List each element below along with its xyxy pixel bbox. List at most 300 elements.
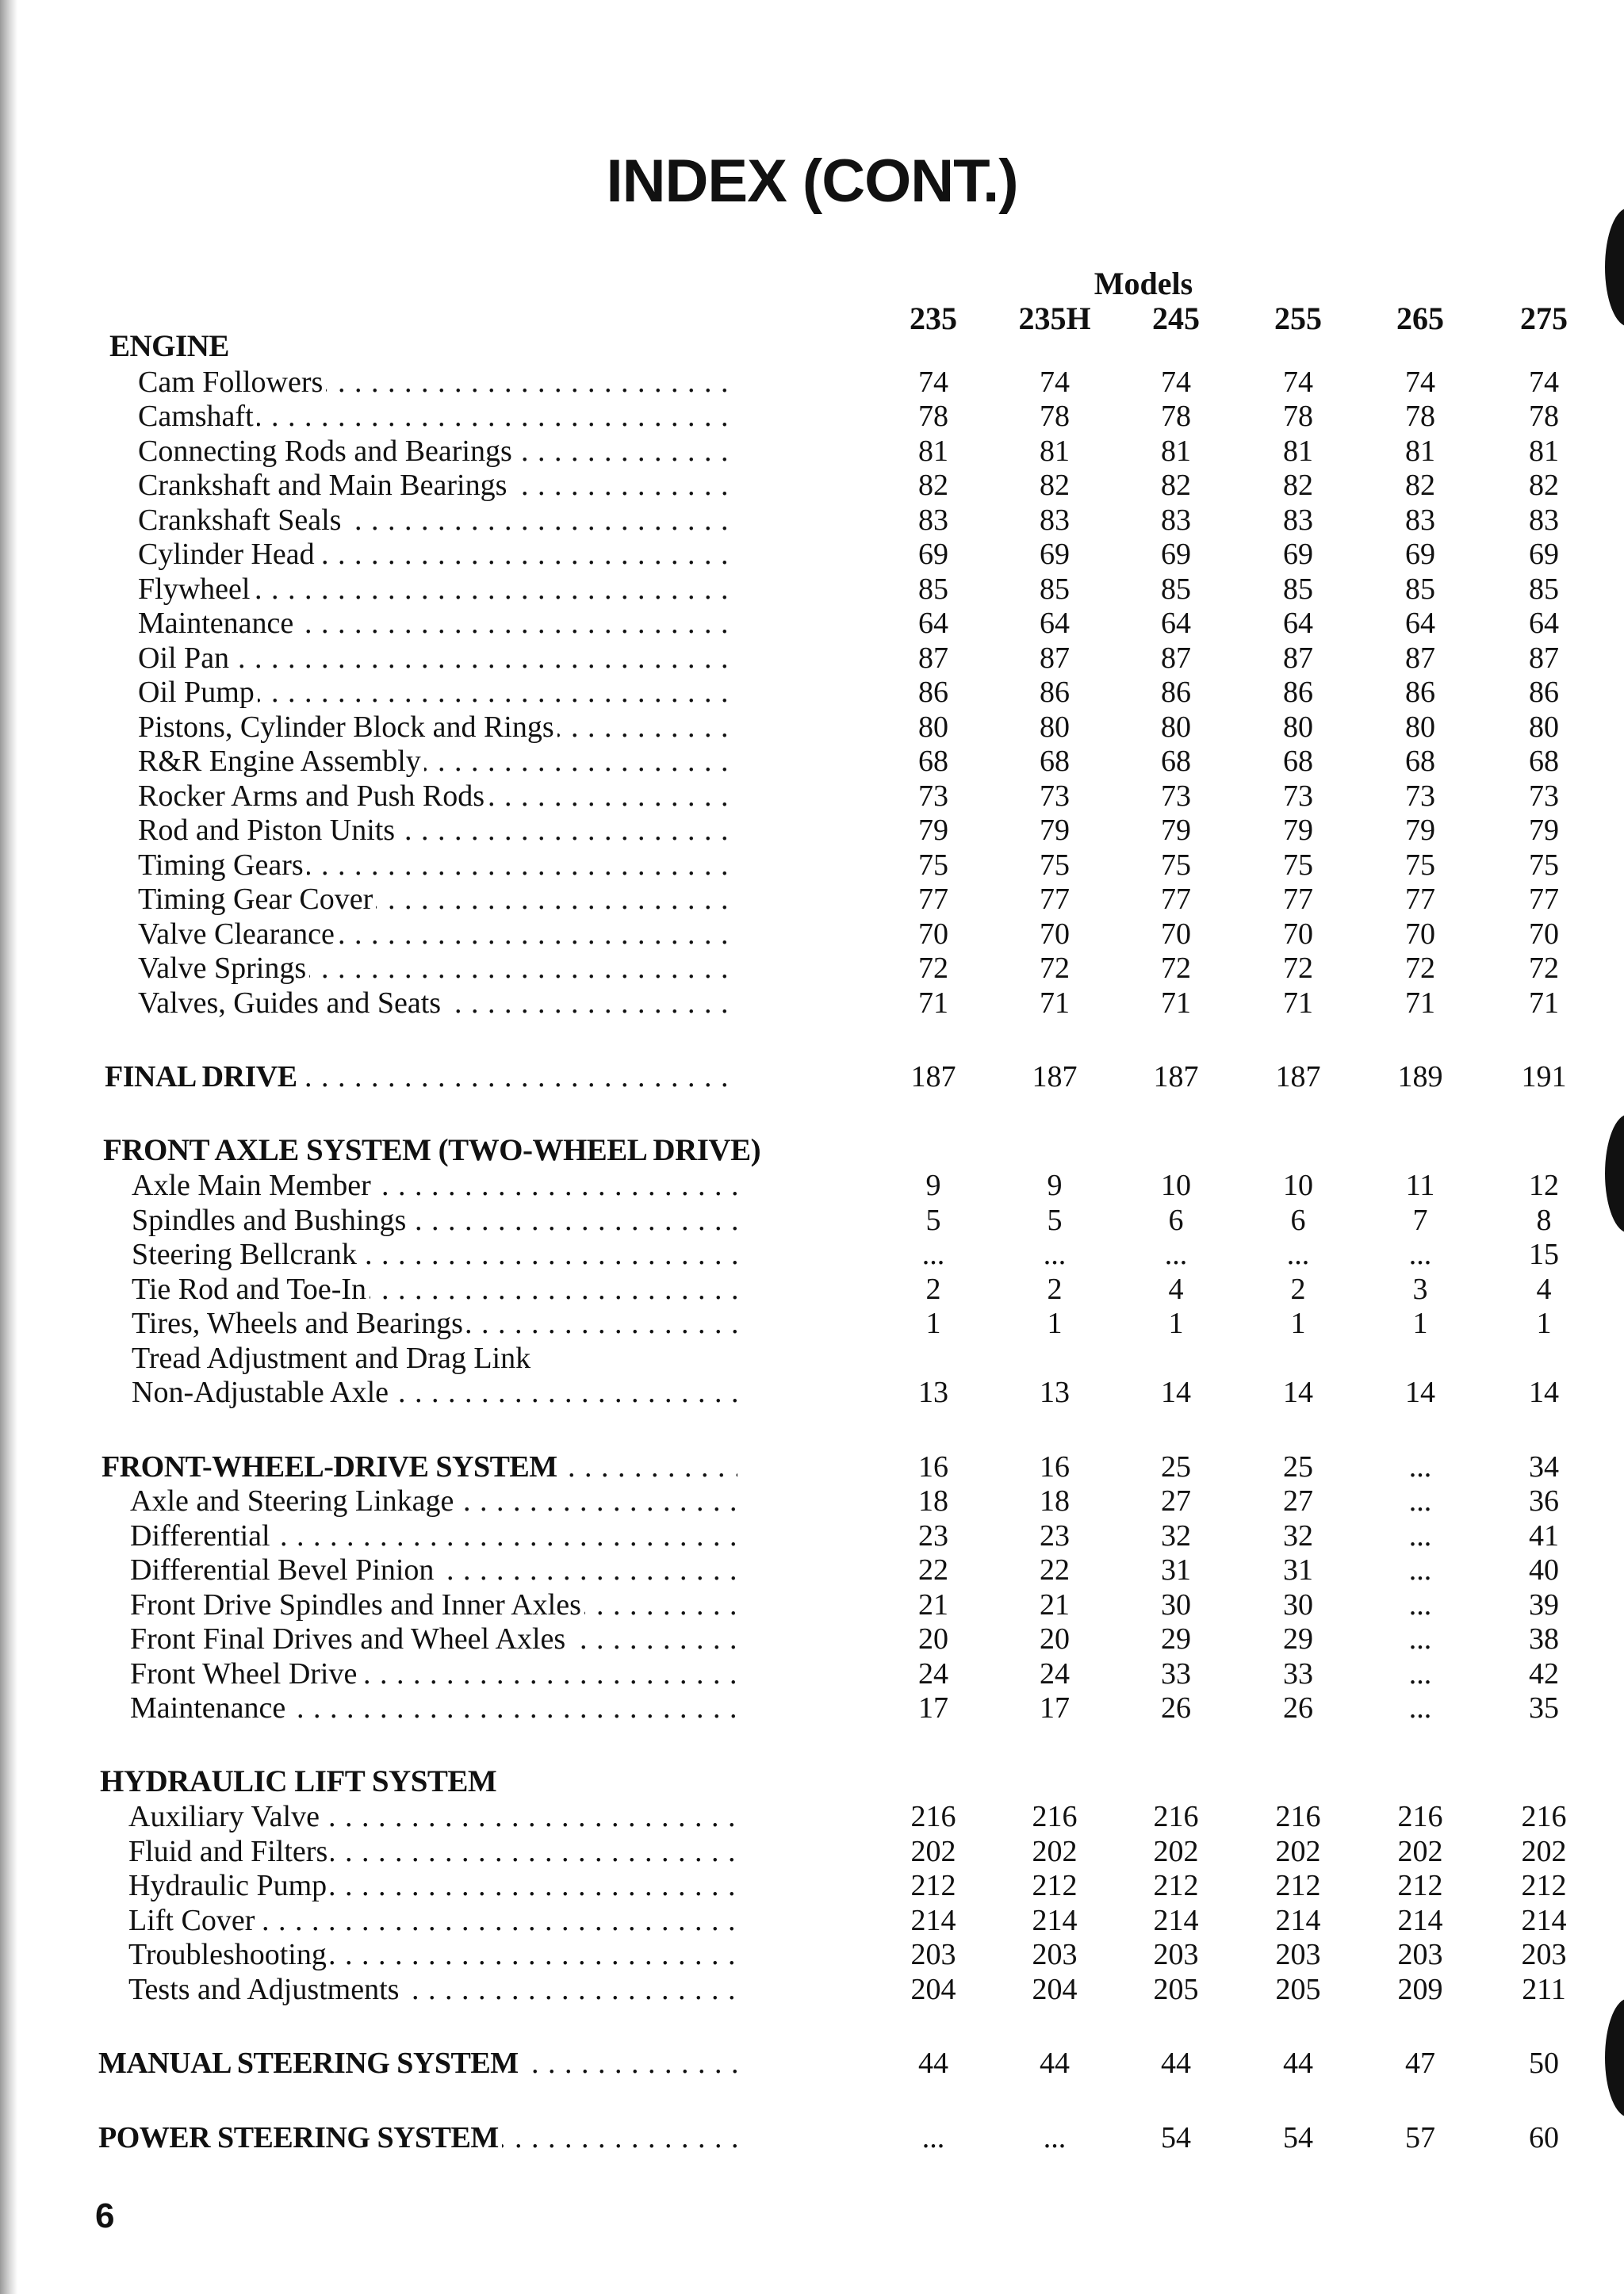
page-ref-value: 69 [1405, 538, 1435, 571]
page-ref-value: 24 [1040, 1656, 1070, 1691]
page-ref-value: 77 [918, 883, 948, 916]
page-ref-value: 74 [1040, 365, 1070, 399]
index-entry-row [0, 1168, 1624, 1203]
binder-tab-mark [1605, 208, 1624, 327]
entry-label [130, 1484, 737, 1518]
page-ref-value: 72 [918, 952, 948, 985]
page-ref-value: 85 [1405, 572, 1435, 606]
entry-label-text: Steering Bellcrank [132, 1238, 360, 1271]
page-ref-value: 73 [1161, 779, 1191, 813]
index-entry-row [0, 606, 1624, 641]
page-ref-value: 70 [1283, 917, 1313, 951]
index-entry-row [0, 1306, 1624, 1341]
page-ref-value: 204 [1032, 1972, 1078, 2006]
page-ref-value: 205 [1153, 1972, 1199, 2006]
entry-label [132, 1341, 737, 1376]
entry-label [138, 606, 737, 641]
entry-label-text: Front Drive Spindles and Inner Axles [130, 1588, 584, 1622]
page-ref-value: 81 [1040, 434, 1070, 468]
page-ref-value: 24 [918, 1656, 948, 1691]
entry-label-text: Timing Gears [138, 848, 307, 882]
page-ref-value: 75 [1161, 848, 1191, 882]
page-ref-value: 1 [1290, 1307, 1306, 1340]
index-entry-row [0, 537, 1624, 572]
entry-label-text: Auxiliary Valve [128, 1800, 323, 1833]
entry-label [138, 572, 737, 607]
page-ref-value: 1 [1536, 1307, 1552, 1340]
index-entry-row [0, 365, 1624, 400]
page-ref-value: 77 [1283, 883, 1313, 916]
page-ref-value: ... [1408, 1484, 1432, 1518]
page-ref-value: 69 [918, 538, 948, 571]
page-ref-value: 83 [1405, 503, 1435, 537]
page-ref-value: 68 [1283, 745, 1313, 778]
entry-label [138, 399, 737, 434]
page-ref-value: 34 [1529, 1450, 1559, 1484]
page-ref-value: 191 [1521, 1060, 1567, 1093]
page-ref-value: 203 [1153, 1938, 1199, 1971]
page-ref-value: 14 [1283, 1376, 1313, 1409]
page-ref-value: 2 [1290, 1272, 1306, 1306]
page-ref-value: 87 [1040, 641, 1070, 675]
page-ref-value: 87 [1283, 641, 1313, 675]
page-ref-value: 27 [1283, 1484, 1313, 1518]
page-ref-value: 69 [1040, 538, 1070, 571]
page-ref-value: 64 [918, 607, 948, 640]
page-ref-value: 6 [1168, 1203, 1184, 1237]
page-ref-value: 86 [1529, 676, 1559, 709]
page-ref-value: 211 [1522, 1972, 1566, 2006]
page-ref-value: 86 [1040, 676, 1070, 709]
entry-label-text: Lift Cover [128, 1904, 258, 1937]
page-ref-value: 83 [1161, 503, 1191, 537]
page-ref-value: ... [1408, 1518, 1432, 1553]
section-title [102, 1450, 737, 1484]
page-ref-value: ... [921, 1238, 945, 1271]
page-ref-value: 80 [1529, 710, 1559, 744]
page-ref-value: 86 [1405, 676, 1435, 709]
page-ref-value: 32 [1161, 1518, 1191, 1553]
page-ref-value: 212 [1275, 1869, 1321, 1902]
page-number: 6 [95, 2196, 115, 2235]
entry-label [138, 848, 737, 883]
page-ref-value: ... [1286, 1238, 1310, 1271]
page-ref-value: 16 [918, 1450, 948, 1484]
entry-label-text: Tread Adjustment and Drag Link [132, 1342, 534, 1375]
page-ref-value: 23 [918, 1518, 948, 1553]
index-entry-row [0, 986, 1624, 1021]
page-ref-value: 80 [918, 710, 948, 744]
page-ref-value: 2 [1047, 1272, 1063, 1306]
page-ref-value: 80 [1405, 710, 1435, 744]
page-ref-value: 202 [1521, 1834, 1567, 1868]
entry-label-text: Troubleshooting [128, 1938, 330, 1971]
page-ref-value: 1 [1168, 1307, 1184, 1340]
page-ref-value: 86 [1161, 676, 1191, 709]
page-ref-value: 81 [1529, 434, 1559, 468]
page-ref-value: 74 [1161, 365, 1191, 399]
entry-label [132, 1306, 737, 1341]
entry-label-text: Spindles and Bushings [132, 1204, 409, 1237]
page-ref-value: 57 [1405, 2120, 1435, 2154]
page-ref-value: 87 [1161, 641, 1191, 675]
page-ref-value: 68 [1040, 745, 1070, 778]
page-ref-value: 17 [918, 1691, 948, 1725]
page-ref-value: 80 [1040, 710, 1070, 744]
index-entry-row [0, 882, 1624, 917]
section-title [98, 2120, 737, 2155]
page-ref-value: 72 [1161, 952, 1191, 985]
entry-label-text: Pistons, Cylinder Block and Rings [138, 710, 557, 744]
page-ref-value: 212 [1521, 1869, 1567, 1902]
entry-label [138, 503, 737, 538]
page-ref-value: 82 [1405, 469, 1435, 502]
page-ref-value: 1 [925, 1307, 941, 1340]
page-ref-value: 23 [1040, 1518, 1070, 1553]
page-ref-value: 13 [1040, 1376, 1070, 1409]
entry-label-text: Differential Bevel Pinion [130, 1553, 437, 1587]
page-ref-value: 78 [1283, 400, 1313, 433]
page-ref-value: 39 [1529, 1587, 1559, 1622]
entry-label-text: Rocker Arms and Push Rods [138, 779, 488, 813]
page-ref-value: 214 [1275, 1903, 1321, 1937]
entry-label-text: Crankshaft Seals [138, 504, 344, 537]
page-ref-value: 80 [1283, 710, 1313, 744]
entry-label-text: Tests and Adjustments [128, 1973, 402, 2006]
index-entry-row [0, 1656, 1624, 1691]
entry-label [138, 675, 737, 710]
index-entry-row [0, 813, 1624, 848]
entry-label-text: Oil Pan [138, 641, 232, 675]
page-ref-value: 81 [1283, 434, 1313, 468]
page-ref-value: 25 [1161, 1450, 1191, 1484]
page-ref-value: 44 [918, 2047, 948, 2080]
entry-label [138, 710, 737, 745]
page-ref-value: 72 [1283, 952, 1313, 985]
page-ref-value: 14 [1161, 1376, 1191, 1409]
page-ref-value: 68 [1405, 745, 1435, 778]
section-row [0, 1059, 1624, 1094]
page-ref-value: 13 [918, 1376, 948, 1409]
page-title: INDEX (CONT.) [606, 147, 1018, 215]
page-ref-value: 21 [918, 1587, 948, 1622]
page-ref-value: 30 [1161, 1587, 1191, 1622]
page-ref-value: 81 [1405, 434, 1435, 468]
index-entry-row [0, 710, 1624, 745]
page-ref-value: 11 [1405, 1169, 1435, 1202]
page-ref-value: 70 [1529, 917, 1559, 951]
entry-label-text: Oil Pump [138, 676, 258, 709]
page-ref-value: 7 [1412, 1203, 1428, 1237]
entry-label [132, 1168, 737, 1203]
page-ref-value: 216 [1032, 1800, 1078, 1833]
models-heading: Models [1094, 266, 1193, 301]
page-ref-value: 75 [1405, 848, 1435, 882]
page-ref-value: 79 [1283, 814, 1313, 847]
page-ref-value: 216 [1397, 1800, 1443, 1833]
page-ref-value: 74 [1405, 365, 1435, 399]
page-ref-value: 203 [1521, 1938, 1567, 1971]
entry-label [132, 1272, 737, 1307]
page-ref-value: 82 [1529, 469, 1559, 502]
page-ref-value: 214 [1521, 1903, 1567, 1937]
page-ref-value: 212 [1153, 1869, 1199, 1902]
entry-label [138, 813, 737, 848]
page-ref-value: 41 [1529, 1518, 1559, 1553]
entry-label [130, 1587, 737, 1622]
page-ref-value: 12 [1529, 1169, 1559, 1202]
entry-label [138, 986, 737, 1021]
page-ref-value: 80 [1161, 710, 1191, 744]
page-ref-value: 87 [1529, 641, 1559, 675]
section-title-text: POWER STEERING SYSTEM [98, 2121, 502, 2154]
index-entry-row [0, 744, 1624, 779]
page-ref-value: 82 [918, 469, 948, 502]
page-ref-value: 50 [1529, 2047, 1559, 2080]
page-ref-value: 73 [1040, 779, 1070, 813]
page-ref-value: 77 [1529, 883, 1559, 916]
entry-label-text: Valve Springs [138, 952, 309, 985]
entry-label-text: Timing Gear Cover [138, 883, 376, 916]
entry-label [138, 641, 737, 676]
section-row [0, 2120, 1624, 2155]
page-ref-value: 44 [1161, 2047, 1191, 2080]
page-ref-value: 47 [1405, 2047, 1435, 2080]
entry-label [128, 1799, 737, 1834]
section-title-text: MANUAL STEERING SYSTEM [98, 2047, 522, 2080]
page-ref-value: 203 [1032, 1938, 1078, 1971]
page-ref-value: 68 [1161, 745, 1191, 778]
index-entry-row [0, 1272, 1624, 1307]
page-ref-value: 20 [1040, 1622, 1070, 1656]
page-ref-value: 70 [1405, 917, 1435, 951]
entry-label [132, 1375, 737, 1410]
entry-label [128, 1903, 737, 1938]
page-ref-value: 87 [918, 641, 948, 675]
index-entry-row [0, 1341, 1624, 1376]
entry-label [138, 917, 737, 952]
page-ref-value: 27 [1161, 1484, 1191, 1518]
entry-label [130, 1622, 737, 1656]
section-row [0, 2046, 1624, 2081]
page-ref-value: 77 [1040, 883, 1070, 916]
page-ref-value: ... [1043, 1238, 1067, 1271]
page-ref-value: 22 [1040, 1553, 1070, 1587]
page-ref-value: 204 [910, 1972, 956, 2006]
page-ref-value: 68 [1529, 745, 1559, 778]
page-ref-value: 30 [1283, 1587, 1313, 1622]
page-ref-value: 40 [1529, 1553, 1559, 1587]
index-entry-row [0, 917, 1624, 952]
page-ref-value: 75 [1529, 848, 1559, 882]
page-ref-value: 79 [1040, 814, 1070, 847]
page-ref-value: 71 [1161, 986, 1191, 1020]
index-entry-row [0, 1203, 1624, 1238]
entry-label-text: Connecting Rods and Bearings [138, 435, 515, 468]
page-ref-value: 82 [1040, 469, 1070, 502]
page-ref-value: 70 [1161, 917, 1191, 951]
page-ref-value: 83 [918, 503, 948, 537]
page-ref-value: 86 [918, 676, 948, 709]
entry-label-text: R&R Engine Assembly [138, 745, 424, 778]
page-ref-value: 81 [1161, 434, 1191, 468]
column-header-245: 245 [1152, 301, 1200, 336]
section-title [98, 2046, 737, 2081]
entry-label [128, 1834, 737, 1869]
page-ref-value: 73 [1529, 779, 1559, 813]
entry-label-text: Axle and Steering Linkage [130, 1484, 457, 1518]
entry-label [130, 1656, 737, 1691]
entry-label-text: Maintenance [130, 1691, 289, 1725]
page-ref-value: 73 [1405, 779, 1435, 813]
index-entry-row [0, 1868, 1624, 1903]
entry-label-text: Maintenance [138, 607, 297, 640]
page-ref-value: 72 [1040, 952, 1070, 985]
page-ref-value: ... [1408, 1587, 1432, 1622]
page-ref-value: 216 [1521, 1800, 1567, 1833]
index-entry-row [0, 1622, 1624, 1656]
page-ref-value: 77 [1161, 883, 1191, 916]
page-ref-value: 214 [1397, 1903, 1443, 1937]
page-ref-value: ... [1408, 1238, 1432, 1271]
page-ref-value: 6 [1290, 1203, 1306, 1237]
page-ref-value: 64 [1283, 607, 1313, 640]
page-ref-value: 75 [1283, 848, 1313, 882]
page-ref-value: 74 [1283, 365, 1313, 399]
page-ref-value: 14 [1405, 1376, 1435, 1409]
page-ref-value: 9 [1047, 1169, 1063, 1202]
entry-label-text: Camshaft [138, 400, 257, 433]
entry-label [130, 1553, 737, 1587]
entry-label-text: Cam Followers [138, 366, 326, 399]
page-ref-value: 73 [1283, 779, 1313, 813]
page-ref-value: 83 [1040, 503, 1070, 537]
page-ref-value: 16 [1040, 1450, 1070, 1484]
page-ref-value: 71 [918, 986, 948, 1020]
page-ref-value: 60 [1529, 2120, 1559, 2154]
page-ref-value: 25 [1283, 1450, 1313, 1484]
index-entry-row [0, 1484, 1624, 1518]
page-ref-value: 216 [1275, 1800, 1321, 1833]
entry-label [130, 1518, 737, 1553]
page-ref-value: 205 [1275, 1972, 1321, 2006]
page-ref-value: 78 [1161, 400, 1191, 433]
entry-label-text: Flywheel [138, 573, 253, 606]
entry-label [138, 468, 737, 503]
page-ref-value: 214 [910, 1903, 956, 1937]
entry-label [128, 1937, 737, 1972]
section-title-text: FRONT-WHEEL-DRIVE SYSTEM [102, 1450, 561, 1484]
entry-label [138, 882, 737, 917]
index-entry-row [0, 1587, 1624, 1622]
page-ref-value: 18 [918, 1484, 948, 1518]
page-ref-value: 1 [1047, 1307, 1063, 1340]
page-ref-value: 14 [1529, 1376, 1559, 1409]
page-ref-value: 33 [1283, 1656, 1313, 1691]
page-ref-value: 74 [918, 365, 948, 399]
page-ref-value: 29 [1283, 1622, 1313, 1656]
page-ref-value: ... [921, 2120, 945, 2154]
entry-label [132, 1237, 737, 1272]
page-ref-value: 31 [1283, 1553, 1313, 1587]
page-ref-value: 10 [1283, 1169, 1313, 1202]
page-ref-value: 38 [1529, 1622, 1559, 1656]
page-ref-value: 54 [1283, 2120, 1313, 2154]
entry-label-text: Tires, Wheels and Bearings [132, 1307, 466, 1340]
entry-label-text: Differential [130, 1519, 274, 1553]
entry-label-text: Valves, Guides and Seats [138, 986, 444, 1020]
page-ref-value: 44 [1283, 2047, 1313, 2080]
page-ref-value: 69 [1529, 538, 1559, 571]
entry-label [138, 537, 737, 572]
entry-label-text: Non-Adjustable Axle [132, 1376, 392, 1409]
page-ref-value: 189 [1397, 1060, 1443, 1093]
entry-label-text: Tie Rod and Toe-In [132, 1273, 370, 1306]
page-ref-value: 21 [1040, 1587, 1070, 1622]
index-entry-row [0, 779, 1624, 814]
index-entry-row [0, 503, 1624, 538]
section-title: HYDRAULIC LIFT SYSTEM [100, 1764, 497, 1798]
page-ref-value: 5 [925, 1203, 941, 1237]
page-ref-value: 54 [1161, 2120, 1191, 2154]
section-title-text: FINAL DRIVE [105, 1060, 301, 1093]
page-ref-value: 202 [1153, 1834, 1199, 1868]
page-ref-value: 18 [1040, 1484, 1070, 1518]
entry-label [138, 365, 737, 400]
page-ref-value: 32 [1283, 1518, 1313, 1553]
index-entry-row [0, 848, 1624, 883]
page-ref-value: 203 [1397, 1938, 1443, 1971]
page-ref-value: 31 [1161, 1553, 1191, 1587]
page-ref-value: 1 [1412, 1307, 1428, 1340]
page-ref-value: 83 [1529, 503, 1559, 537]
entry-label-text: Valve Clearance [138, 917, 338, 951]
page-ref-value: 42 [1529, 1656, 1559, 1691]
entry-label [128, 1868, 737, 1903]
page-ref-value: 75 [918, 848, 948, 882]
page-ref-value: 187 [910, 1060, 956, 1093]
entry-label [130, 1691, 737, 1725]
page-ref-value: 75 [1040, 848, 1070, 882]
page-ref-value: 3 [1412, 1272, 1428, 1306]
page-ref-value: 187 [1275, 1060, 1321, 1093]
column-header-255: 255 [1274, 301, 1322, 336]
index-entry-row [0, 1834, 1624, 1869]
entry-label [138, 744, 737, 779]
index-entry-row [0, 641, 1624, 676]
page-ref-value: 216 [1153, 1800, 1199, 1833]
page-ref-value: 79 [918, 814, 948, 847]
page-ref-value: 69 [1283, 538, 1313, 571]
page-ref-value: 4 [1168, 1272, 1184, 1306]
page-ref-value: 44 [1040, 2047, 1070, 2080]
index-entry-row [0, 1518, 1624, 1553]
page-ref-value: 20 [918, 1622, 948, 1656]
column-header-235h: 235H [1018, 301, 1091, 336]
page-ref-value: 72 [1405, 952, 1435, 985]
page-ref-value: 26 [1283, 1691, 1313, 1725]
page-ref-value: 33 [1161, 1656, 1191, 1691]
page-ref-value: 10 [1161, 1169, 1191, 1202]
page-ref-value: 79 [1405, 814, 1435, 847]
index-entry-row [0, 399, 1624, 434]
index-entry-row [0, 951, 1624, 986]
page-ref-value: 29 [1161, 1622, 1191, 1656]
section-title [105, 1059, 737, 1094]
page-ref-value: 187 [1032, 1060, 1078, 1093]
page-ref-value: 202 [910, 1834, 956, 1868]
page-ref-value: 22 [918, 1553, 948, 1587]
